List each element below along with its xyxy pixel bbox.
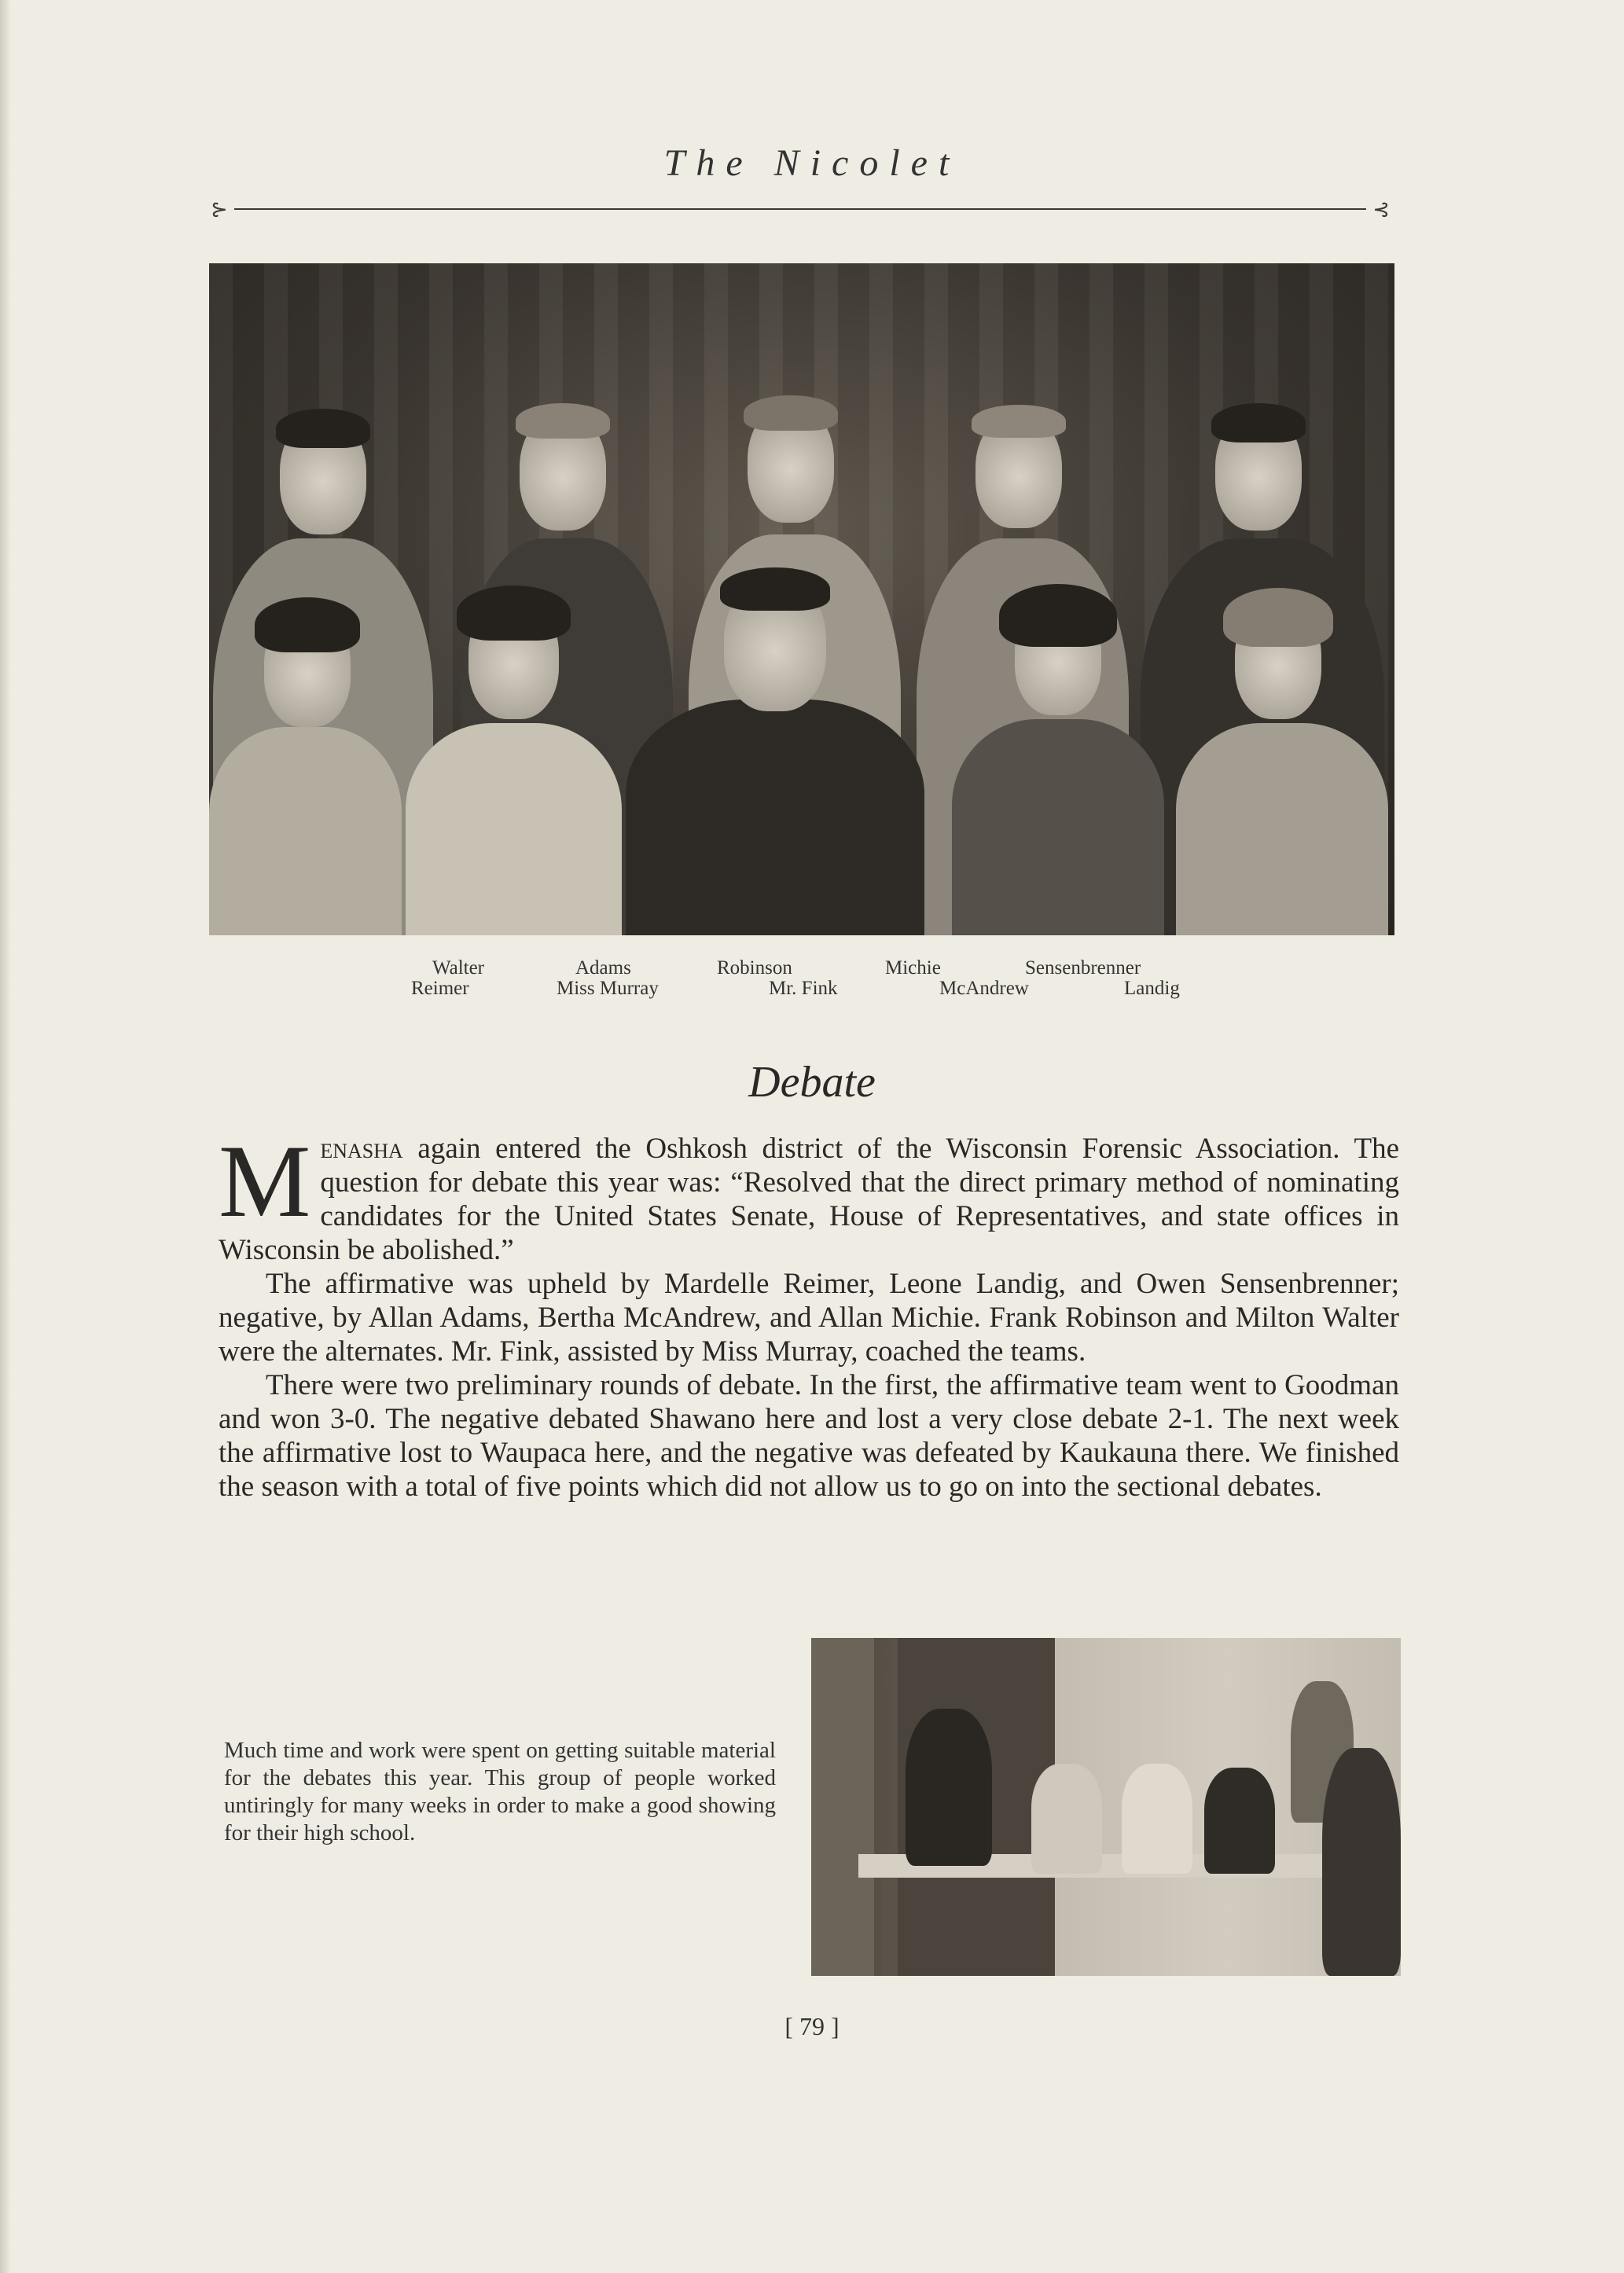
caption-name: Landig [1124, 978, 1180, 999]
caption-name: Adams [575, 957, 631, 979]
article-body [219, 1123, 1399, 1504]
lead-word: enasha [320, 1133, 403, 1165]
caption-name: Mr. Fink [769, 978, 838, 999]
section-title: Debate [748, 1058, 876, 1107]
caption-name: Michie [885, 957, 941, 979]
page-edge [0, 0, 11, 2273]
rule-ornament-right-icon: ⊰ [1372, 198, 1390, 221]
person-front-4 [940, 578, 1176, 935]
rule-line [234, 208, 1366, 210]
person-front-5 [1160, 582, 1394, 935]
caption-name: Reimer [411, 978, 469, 999]
caption-name: Walter [432, 957, 485, 979]
person-front-3 [610, 558, 940, 935]
rule-ornament-left-icon: ⊱ [211, 198, 228, 221]
person-front-2 [394, 582, 630, 935]
header-rule [211, 198, 1390, 221]
caption-name: Robinson [717, 957, 792, 979]
article-paragraph: The affirmative was upheld by Mardelle Reimer, Leone Landig, and Owen Sensenbrenner; negative, by Allan Adams, Bertha McAndrew, and Allan Michie. Frank Robinson and Milton Walter were the alternates. Mr. Fink, assisted by Miss Murray, coached the teams. [219, 1268, 1399, 1368]
running-head: The Nicolet [663, 142, 961, 184]
drop-cap: M [219, 1123, 311, 1239]
caption-name: Miss Murray [557, 978, 659, 999]
paragraph-text: again entered the Oshkosh district of the Wisconsin Forensic Association. The question for debate this year was: “Resolved that the direct primary method of nominating candidates for the United States Senate, House of Representatives, and state offices in Wisconsin be abolished.” [219, 1133, 1399, 1266]
work-photo-caption: Much time and work were spent on getting suitable material for the debates this year. This group of people worked untiringly for many weeks in order to make a good showing for their high school. [224, 1738, 776, 1845]
article-paragraph: There were two preliminary rounds of debate. In the first, the affirmative team went to Goodman and won 3-0. The negative debated Shawano here and lost a very close debate 2-1. The next week the affirmative lost to Waupaca here, and the negative was defeated by Kaukauna there. We finished the season with a total of five points which did not allow us to go on into the sectional debates. [219, 1369, 1399, 1503]
page-number: [ 79 ] [784, 2012, 840, 2040]
caption-name: McAndrew [939, 978, 1029, 999]
caption-name: Sensenbrenner [1025, 957, 1141, 979]
team-photo [209, 263, 1394, 935]
person-front-1 [209, 593, 406, 935]
work-photo [811, 1638, 1401, 1976]
team-photo-caption [393, 957, 1258, 1004]
article-paragraph [219, 1123, 1399, 1267]
